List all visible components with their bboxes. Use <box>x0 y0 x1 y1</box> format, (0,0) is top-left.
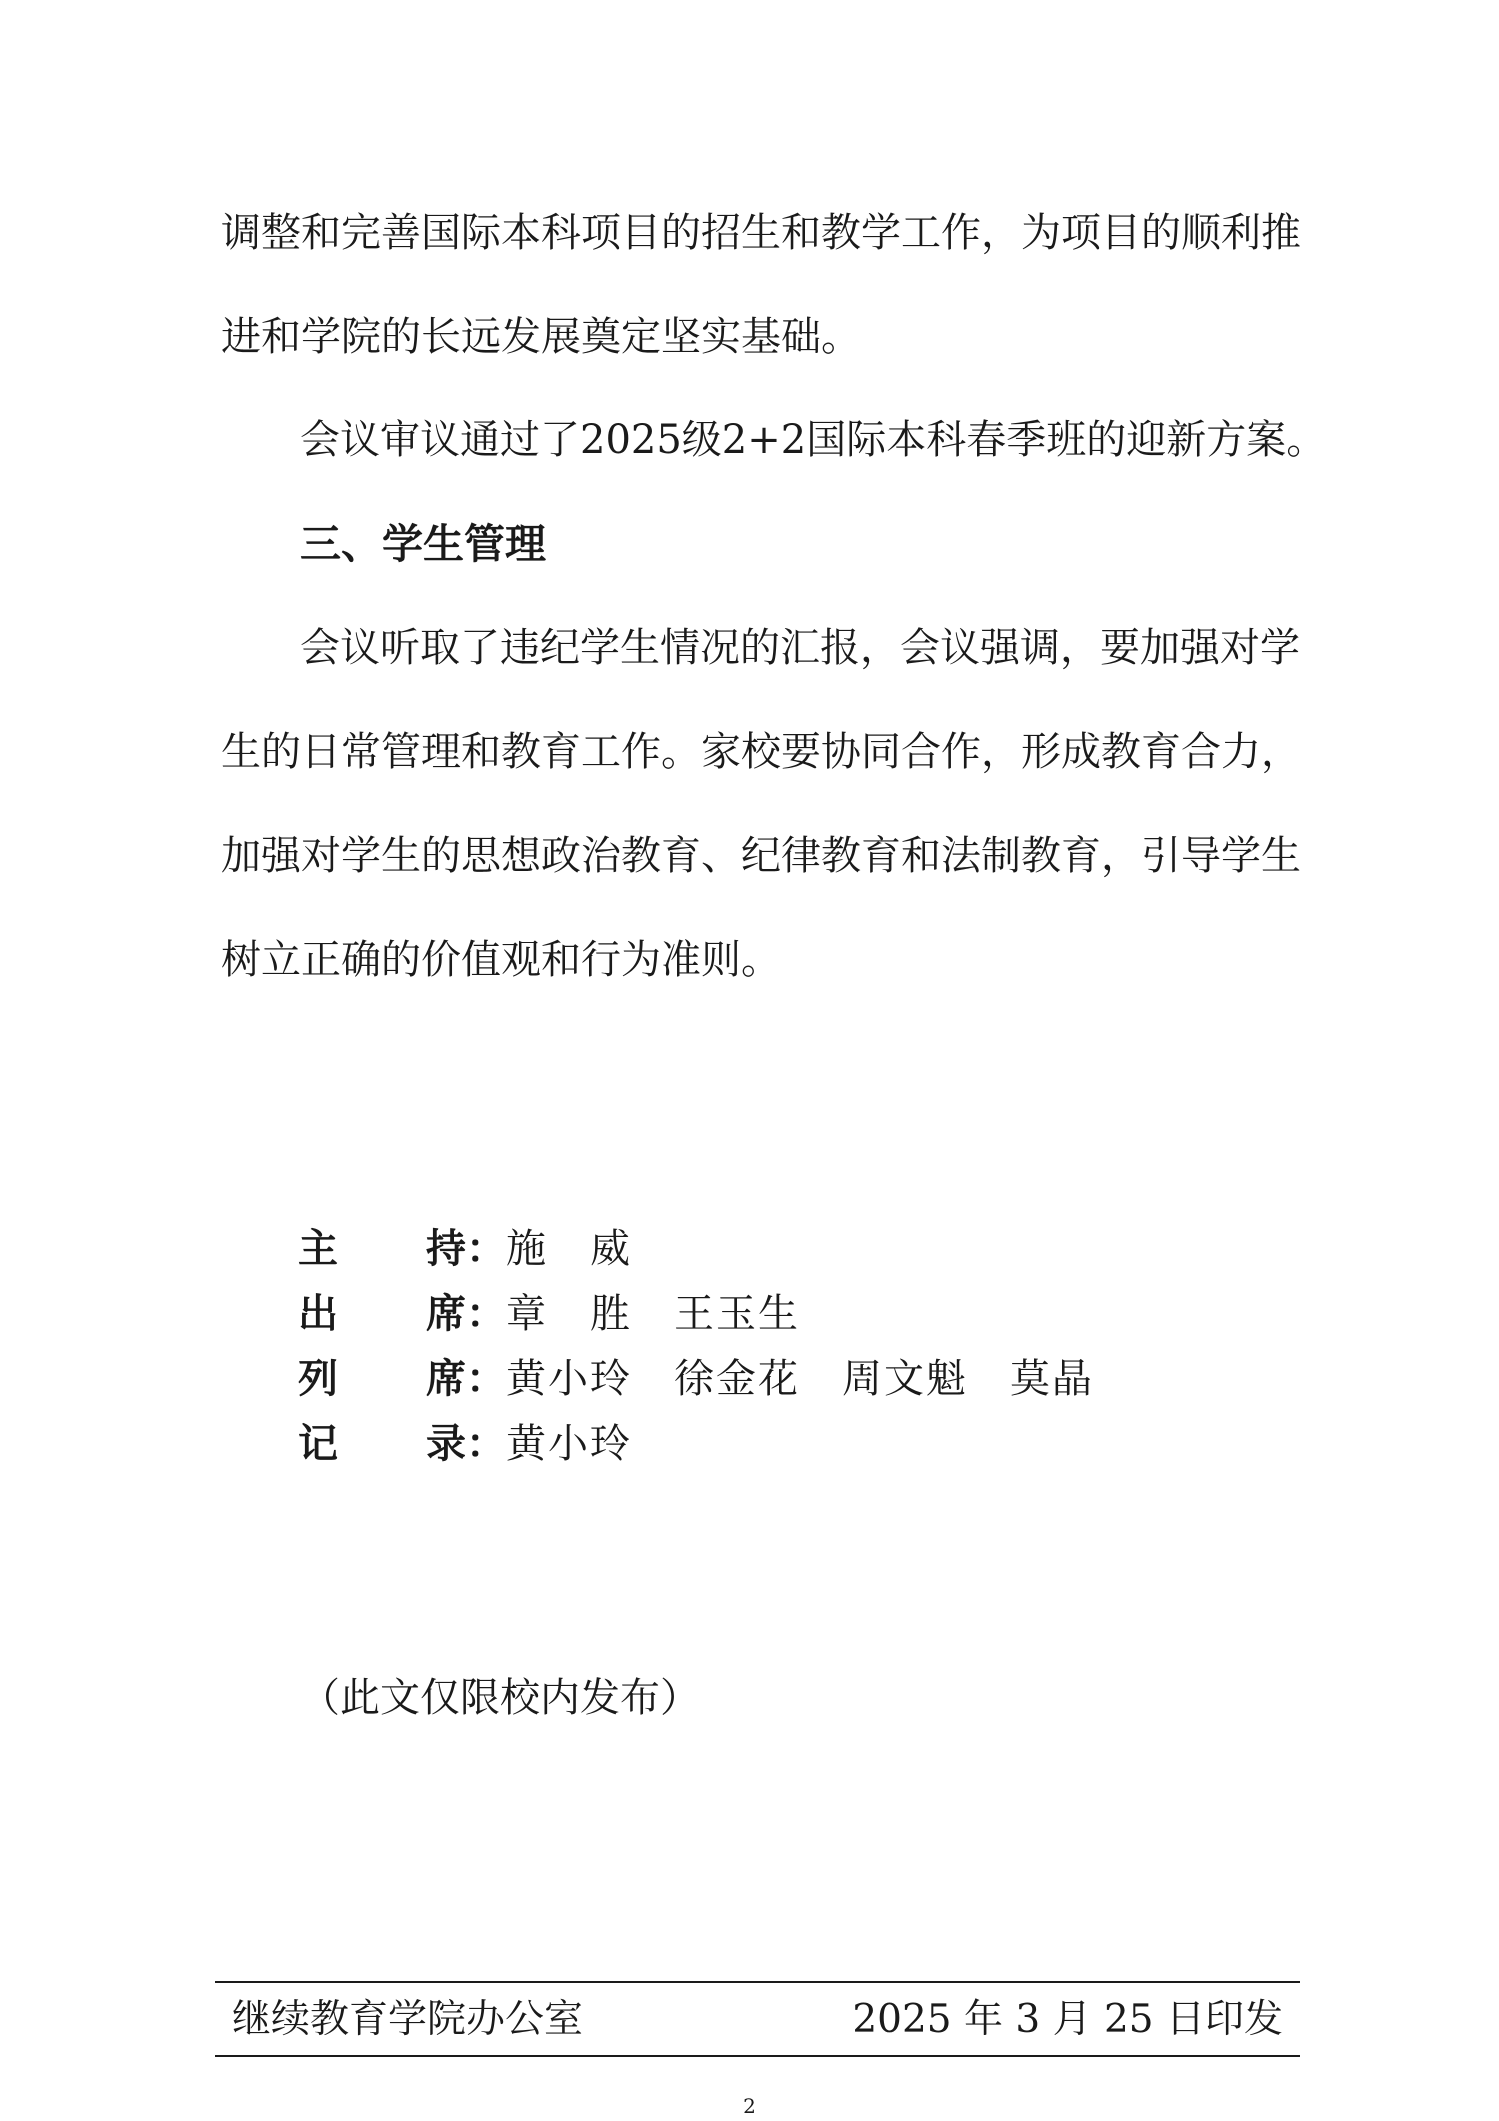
record-label: 记 录 <box>298 1421 466 1467</box>
record-names: 黄小玲 <box>506 1421 632 1467</box>
distribution-notice: （此文仅限校内发布） <box>300 1675 700 1721</box>
colon: ： <box>466 1226 506 1272</box>
signoff-record <box>298 1421 632 1467</box>
paragraph-3-line-4: 树立正确的价值观和行为准则。 <box>221 937 781 983</box>
footer-bottom-rule <box>215 2055 1300 2057</box>
attend-names: 黄小玲 徐金花 周文魁 莫晶 <box>506 1356 1094 1402</box>
attend-label: 列 席 <box>298 1356 466 1402</box>
present-label: 出 席 <box>298 1291 466 1337</box>
colon: ： <box>466 1291 506 1337</box>
present-names: 章 胜 王玉生 <box>506 1291 800 1337</box>
paragraph-1-line-1: 调整和完善国际本科项目的招生和教学工作，为项目的顺利推 <box>221 210 1301 256</box>
section-3-heading: 三、学生管理 <box>300 520 546 568</box>
footer-issuer: 继续教育学院办公室 <box>232 1997 584 2042</box>
colon: ： <box>466 1421 506 1467</box>
page-number: 2 <box>743 2094 756 2118</box>
signoff-attend <box>298 1356 1094 1402</box>
footer-date: 2025 年 3 月 25 日印发 <box>852 1997 1283 2042</box>
paragraph-3-line-1: 会议听取了违纪学生情况的汇报，会议强调，要加强对学 <box>300 625 1300 671</box>
host-names: 施 威 <box>506 1226 632 1272</box>
colon: ： <box>466 1356 506 1402</box>
paragraph-3-line-3: 加强对学生的思想政治教育、纪律教育和法制教育，引导学生 <box>221 833 1301 879</box>
footer-top-rule <box>215 1981 1300 1983</box>
host-label: 主 持 <box>298 1226 466 1272</box>
signoff-present <box>298 1291 800 1337</box>
signoff-host <box>298 1226 632 1272</box>
paragraph-1-line-2: 进和学院的长远发展奠定坚实基础。 <box>221 314 861 360</box>
paragraph-2: 会议审议通过了2025级2+2国际本科春季班的迎新方案。 <box>300 417 1327 463</box>
paragraph-3-line-2: 生的日常管理和教育工作。家校要协同合作，形成教育合力， <box>221 729 1301 775</box>
